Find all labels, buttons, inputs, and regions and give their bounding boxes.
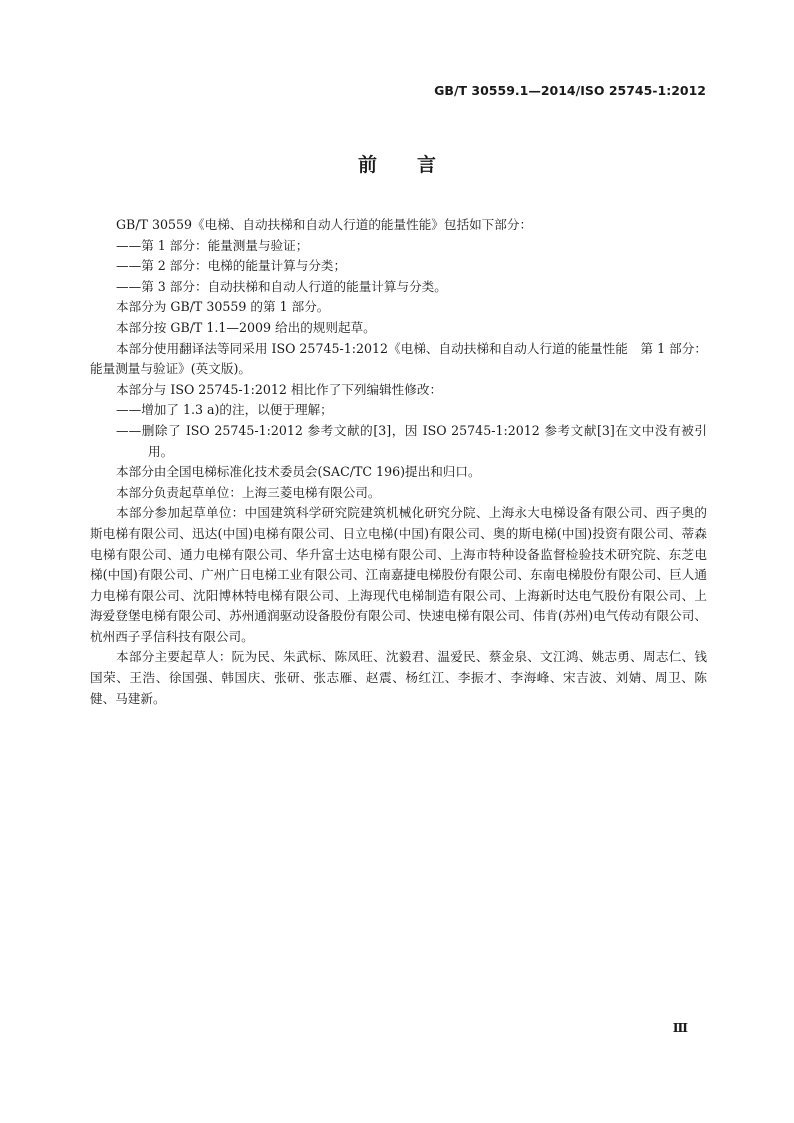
page-title: 前言	[357, 154, 476, 176]
paragraph-adoption: 本部分使用翻译法等同采用 ISO 25745-1:2012《电梯、自动扶梯和自动人行道的能量性能 第 1 部分：能量测量与验证》(英文版)。	[90, 340, 707, 377]
list-item-modification-2: ——删除了 ISO 25745-1:2012 参考文献的[3]，因 ISO 25745-1:2012 参考文献[3]在文中没有被引用。	[116, 422, 707, 459]
page-number: Ⅲ	[672, 1020, 688, 1035]
paragraph-series-intro: GB/T 30559《电梯、自动扶梯和自动人行道的能量性能》包括如下部分：	[116, 217, 533, 232]
paragraph-part-statement: 本部分为 GB/T 30559 的第 1 部分。	[116, 299, 330, 315]
list-item-part-2: ——第 2 部分：电梯的能量计算与分类；	[116, 258, 347, 274]
standard-code: GB/T 30559.1—2014/ISO 25745-1:2012	[434, 83, 706, 98]
paragraph-participating-drafters: 本部分参加起草单位：中国建筑科学研究院建筑机械化研究分院、上海永大电梯设备有限公司、西子奥的斯电梯有限公司、迅达(中国)电梯有限公司、日立电梯(中国)有限公司、奥的斯电梯(中国)投资有限公司、蒂森电梯有限公司、通力电梯有限公司、华升富士达电梯有限公司、上海市特种设备监督检验技术研究院、东芝电梯(中国)有限公司、广州广日电梯工业有限公司、江南嘉捷电梯股份有限公司、东南电梯股份有限公司、巨人通力电梯有限公司、沈阳博林特电梯有限公司、上海现代电梯制造有限公司、上海新时达电气股份有限公司、上海爱登堡电梯有限公司、苏州通润驱动设备股份有限公司、快速电梯有限公司、伟肯(苏州)电气传动有限公司、杭州西子孚信科技有限公司。	[90, 505, 707, 644]
foreword-body	[90, 215, 707, 709]
paragraph-proposer: 本部分由全国电梯标准化技术委员会(SAC/TC 196)提出和归口。	[116, 464, 481, 480]
list-item-part-1: ——第 1 部分：能量测量与验证；	[116, 237, 309, 253]
list-item-part-3: ——第 3 部分：自动扶梯和自动人行道的能量计算与分类。	[116, 278, 447, 294]
paragraph-lead-drafter: 本部分负责起草单位：上海三菱电梯有限公司。	[116, 484, 381, 500]
list-item-modification-1: ——增加了 1.3 a)的注，以便于理解；	[116, 402, 333, 418]
paragraph-drafting-rules: 本部分按 GB/T 1.1—2009 给出的规则起草。	[116, 319, 376, 335]
paragraph-modifications-intro: 本部分与 ISO 25745-1:2012 相比作了下列编辑性修改：	[116, 381, 443, 397]
paragraph-main-drafters: 本部分主要起草人：阮为民、朱武标、陈凤旺、沈毅君、温爱民、蔡金泉、文江鸿、姚志勇、周志仁、钱国荣、王浩、徐国强、韩国庆、张研、张志雁、赵震、杨红江、李振才、李海峰、宋吉波、刘婧、周卫、陈健、马建新。	[90, 649, 707, 706]
